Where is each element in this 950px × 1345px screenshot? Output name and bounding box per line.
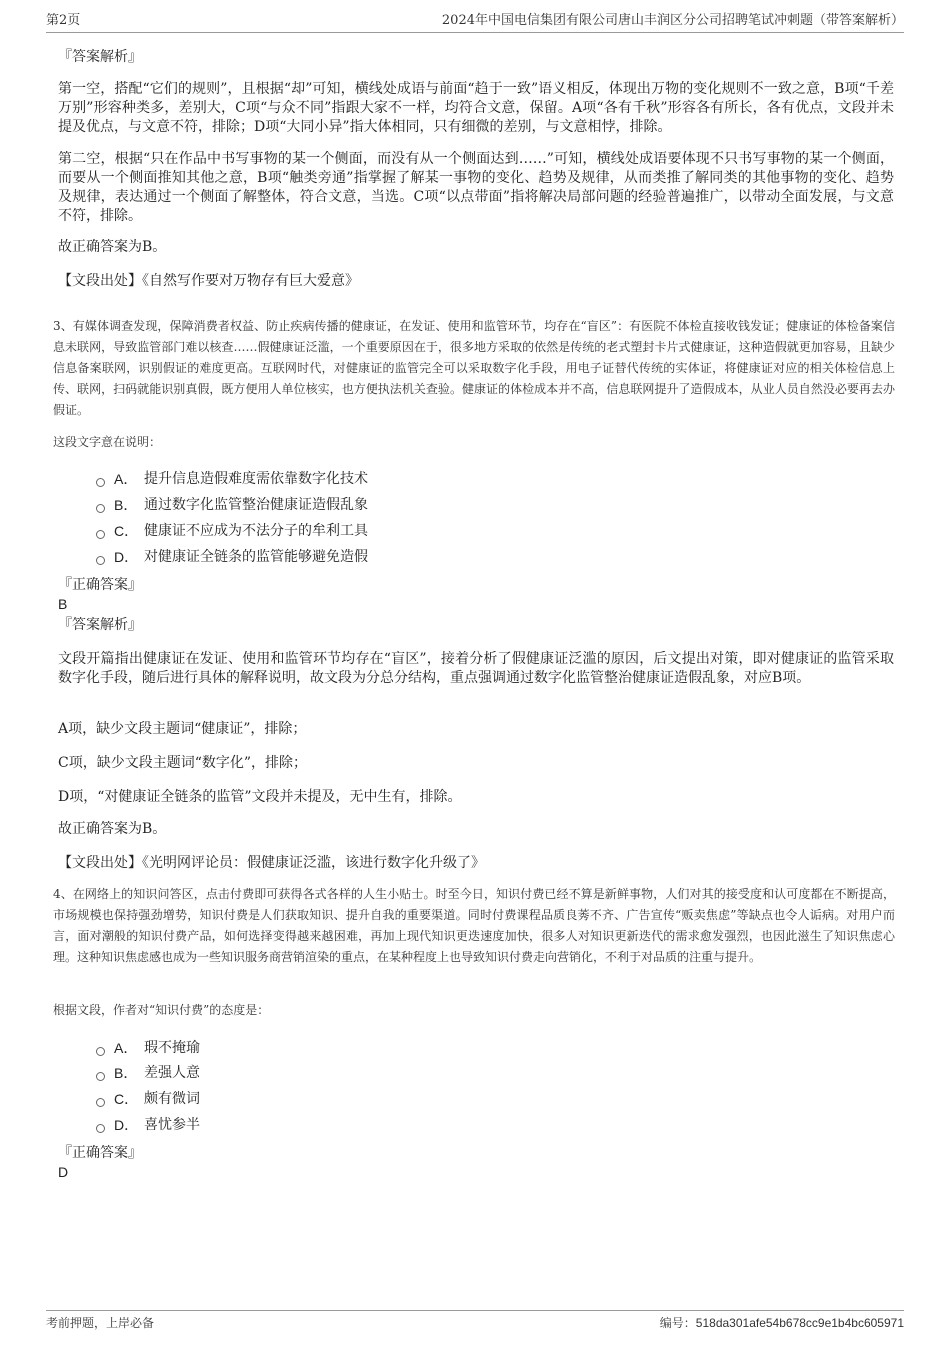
- q3-analysis-line-c: C项，缺少文段主题词“数字化”，排除；: [58, 755, 308, 771]
- q3-question: 这段文字意在说明：: [53, 435, 162, 449]
- q3-analysis-tag: 『答案解析』: [58, 617, 142, 633]
- option-text: 差强人意: [144, 1065, 200, 1081]
- option-letter: D．: [114, 1117, 139, 1133]
- q4-question: 根据文段，作者对“知识付费”的态度是：: [53, 1003, 270, 1017]
- radio-icon[interactable]: [96, 1098, 105, 1107]
- footer-code-label: 编号：: [659, 1316, 696, 1330]
- q2-source: 【文段出处】《自然写作要对万物存有巨大爱意》: [58, 273, 359, 289]
- q4-correct-answer: D: [58, 1164, 69, 1180]
- q2-analysis-para-2: 第二空，根据“只在作品中书写事物的某一个侧面，而没有从一个侧面达到……”可知，横线处成语要体现不只书写事物的某一个侧面，而要从一个侧面推知其他之意，B项“触类旁通”指掌握了解某一事物的变化、趋势及规律，从而类推了解同类的其他事物的变化、趋势及规律，表达通过一个侧面了解整体，符合文意，当选。C项“以点带面”指将解决局部问题的经验普遍推广，以带动全面发展，与文意不符，排除。: [58, 151, 894, 224]
- radio-icon[interactable]: [96, 504, 105, 513]
- q4-option-a[interactable]: [96, 1037, 200, 1059]
- q4-option-d[interactable]: [96, 1114, 200, 1136]
- radio-icon[interactable]: [96, 1124, 105, 1133]
- footer-code: 518da301afe54b678cc9e1b4bc605971: [695, 1316, 904, 1330]
- page-header: [46, 12, 904, 33]
- option-letter: A．: [114, 1040, 138, 1056]
- option-letter: B．: [114, 497, 138, 513]
- q3-correct-answer: B: [58, 596, 68, 612]
- q3-conclusion: 故正确答案为B。: [58, 821, 167, 837]
- option-letter: B．: [114, 1065, 138, 1081]
- page-number: 第2页: [46, 13, 81, 28]
- q2-conclusion: 故正确答案为B。: [58, 239, 167, 255]
- radio-icon[interactable]: [96, 530, 105, 539]
- q2-analysis-tag: 『答案解析』: [58, 49, 142, 65]
- option-text: 瑕不掩瑜: [144, 1040, 200, 1056]
- document-title: 2024年中国电信集团有限公司唐山丰润区分公司招聘笔试冲刺题（带答案解析）: [441, 13, 904, 28]
- q4-correct-tag: 『正确答案』: [58, 1145, 142, 1161]
- option-text: 通过数字化监管整治健康证造假乱象: [144, 497, 368, 513]
- option-text: 提升信息造假难度需依靠数字化技术: [144, 471, 368, 487]
- option-letter: A．: [114, 471, 138, 487]
- q3-analysis-line-a: A项，缺少文段主题词“健康证”，排除；: [58, 721, 307, 737]
- q4-stem: 4、在网络上的知识问答区，点击付费即可获得各式各样的人生小贴士。时至今日，知识付费已经不算是新鲜事物，人们对其的接受度和认可度都在不断提高，市场规模也保持强劲增势，知识付费是人们获取知识、提升自我的重要渠道。同时付费课程品质良莠不齐、广告宣传“贩卖焦虑”等缺点也令人诟病。对用户而言，面对潮般的知识付费产品，如何选择变得越来越困难，再加上现代知识更迭速度加快，很多人对知识更新迭代的需求愈发强烈，也因此滋生了知识焦虑心理。这种知识焦虑感也成为一些知识服务商营销渲染的重点，在某种程度上也导致知识付费走向营销化，不利于对品质的注重与提升。: [53, 887, 895, 964]
- radio-icon[interactable]: [96, 478, 105, 487]
- radio-icon[interactable]: [96, 556, 105, 565]
- option-letter: C．: [114, 523, 139, 539]
- q3-analysis-para-1: 文段开篇指出健康证在发证、使用和监管环节均存在“盲区”，接着分析了假健康证泛滥的原因，后文提出对策，即对健康证的监管采取数字化手段，随后进行具体的解释说明，故文段为分总分结构，重点强调通过数字化监管整治健康证造假乱象，对应B项。: [58, 651, 894, 686]
- radio-icon[interactable]: [96, 1072, 105, 1081]
- option-letter: C．: [114, 1091, 139, 1107]
- q3-option-c[interactable]: [96, 520, 368, 542]
- footer-slogan: 考前押题，上岸必备: [46, 1316, 155, 1330]
- q3-correct-tag: 『正确答案』: [58, 577, 142, 593]
- q4-option-c[interactable]: [96, 1088, 200, 1110]
- footer-code-wrapper: [660, 1314, 904, 1332]
- q3-analysis-line-d: D项，“对健康证全链条的监管”文段并未提及，无中生有，排除。: [58, 789, 462, 805]
- option-text: 健康证不应成为不法分子的牟利工具: [144, 523, 368, 539]
- radio-icon[interactable]: [96, 1047, 105, 1056]
- q3-source: 【文段出处】《光明网评论员：假健康证泛滥，该进行数字化升级了》: [58, 855, 485, 871]
- q4-option-b[interactable]: [96, 1062, 200, 1084]
- q3-option-d[interactable]: [96, 546, 368, 568]
- option-text: 颇有微词: [144, 1091, 200, 1107]
- q3-stem: 3、有媒体调查发现，保障消费者权益、防止疾病传播的健康证，在发证、使用和监管环节，均存在“盲区”：有医院不体检直接收钱发证；健康证的体检备案信息未联网，导致监管部门难以核查……假健康证泛滥，一个重要原因在于，很多地方采取的依然是传统的老式塑封卡片式健康证，这种造假就更加容易，且缺少信息备案联网，识别假证的难度更高。互联网时代，对健康证的监管完全可以采取数字化手段，用电子证替代传统的实体证，将健康证对应的相关体检信息上传、联网，扫码就能识别真假，既方便用人单位核实，也方便执法机关查验。健康证的体检成本并不高，信息联网提升了造假成本，从业人员自然没必要再去办假证。: [53, 319, 895, 417]
- q3-option-b[interactable]: [96, 494, 368, 516]
- option-text: 对健康证全链条的监管能够避免造假: [144, 549, 368, 565]
- page-footer: [46, 1310, 904, 1333]
- q3-option-a[interactable]: [96, 468, 368, 490]
- option-text: 喜忧参半: [144, 1117, 200, 1133]
- option-letter: D．: [114, 549, 139, 565]
- q2-analysis-para-1: 第一空，搭配“它们的规则”，且根据“却”可知，横线处成语与前面“趋于一致”语义相反，体现出万物的变化规则不一致之意，B项“千差万别”形容种类多，差别大，C项“与众不同”指跟大家不一样，均符合文意，保留。A项“各有千秋”形容各有所长，各有优点，文段并未提及优点，与文意不符，排除；D项“大同小异”指大体相同，只有细微的差别，与文意相悖，排除。: [58, 81, 894, 135]
